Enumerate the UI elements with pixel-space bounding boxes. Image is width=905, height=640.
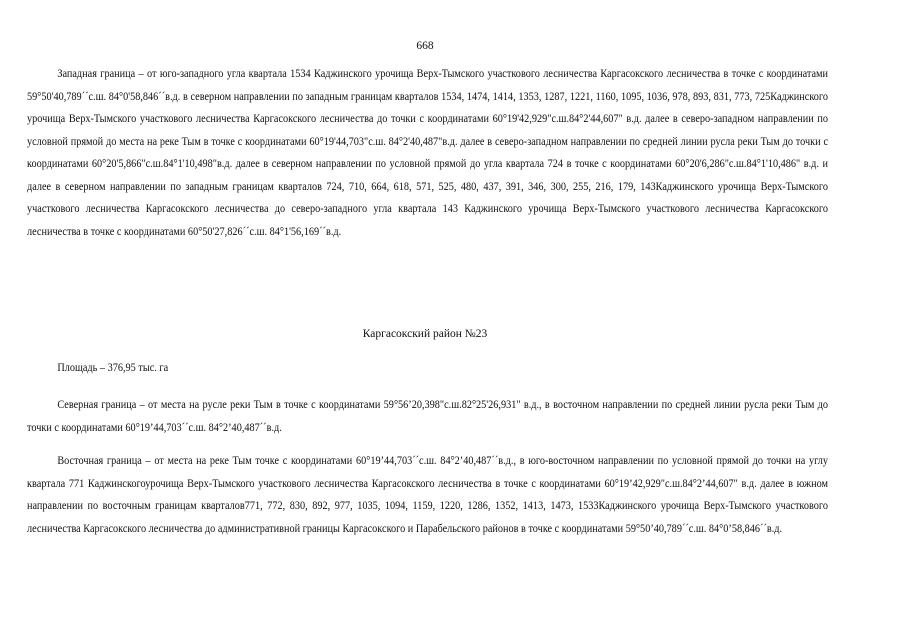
area-paragraph: Площадь – 376,95 тыс. га [57,362,169,374]
north-border-paragraph: Северная граница – от места на русле реки Тым в точке с координатами 59°56’20,398"с.ш.82°25'26,931" в.д., в восточном направлении по средней линии русла реки Тым до точки с координатами 60°19’44,703´´с.ш. 84°2’40,487´´в.д. [27,399,829,434]
district-heading: Каргасокский район №23 [362,328,488,340]
page-number: 668 [416,40,434,52]
east-border-paragraph: Восточная граница – от места на реке Тым точке с координатами 60°19’44,703´´с.ш. 84°2’40,487´´в.д., в юго-восточном направлении по условной прямой до точки на углу квартала 771 Каджинскогоурочища Верх-Тымского участкового лесничества Каргасокского лесничества в точке с координатами 60°19’42,929"с.ш.84°2’44,607" в.д. далее в южном направлении по восточным границам кварталов771, 772, 830, 892, 977, 1035, 1094, 1159, 1220, 1286, 1352, 1413, 1473, 1533Каджинского урочища Верх-Тымского участкового лесничества Каргасокского лесничества до административной границы Каргасокского и Парабельского районов в точке с координатами 59°50’40,789´´с.ш. 84°0’58,846´´в.д. [27,455,829,535]
west-border-paragraph: Западная граница – от юго-западного угла квартала 1534 Каджинского урочища Верх-Тымского участкового лесничества Каргасокского лесничества в точке с координатами 59°50'40,789´´с.ш. 84°0'58,846´´в.д. в северном направлении по западным границам кварталов 1534, 1474, 1414, 1353, 1287, 1221, 1160, 1095, 1036, 978, 893, 831, 773, 725Каджинского урочища Верх-Тымского участкового лесничества Каргасокского лесничества до точки с координатами 60°19'42,929"с.ш.84°2'44,607" в.д. далее в северо-западном направлении по условной прямой до места на реке Тым в точке с координатами 60°19'44,703"с.ш. 84°2'40,487"в.д. далее в северо-западном направлении по средней линии русла реки Тым до точки с координатами 60°20'5,866"с.ш.84°1'10,498"в.д. далее в северном направлении по условной прямой до угла квартала 724 в точке с координатами 60°20'6,286"с.ш.84°1'10,486" в.д. и далее в северном направлении по западным границам кварталов 724, 710, 664, 618, 571, 525, 480, 437, 391, 346, 300, 255, 216, 179, 143Каджинского урочища Верх-Тымского участкового лесничества Каргасокского лесничества до северо-западного угла квартала 143 Каджинского урочища Верх-Тымского участкового лесничества Каргасокского лесничества в точке с координатами 60°50'27,826´´с.ш. 84°1'56,169´´в.д. [27,68,829,238]
